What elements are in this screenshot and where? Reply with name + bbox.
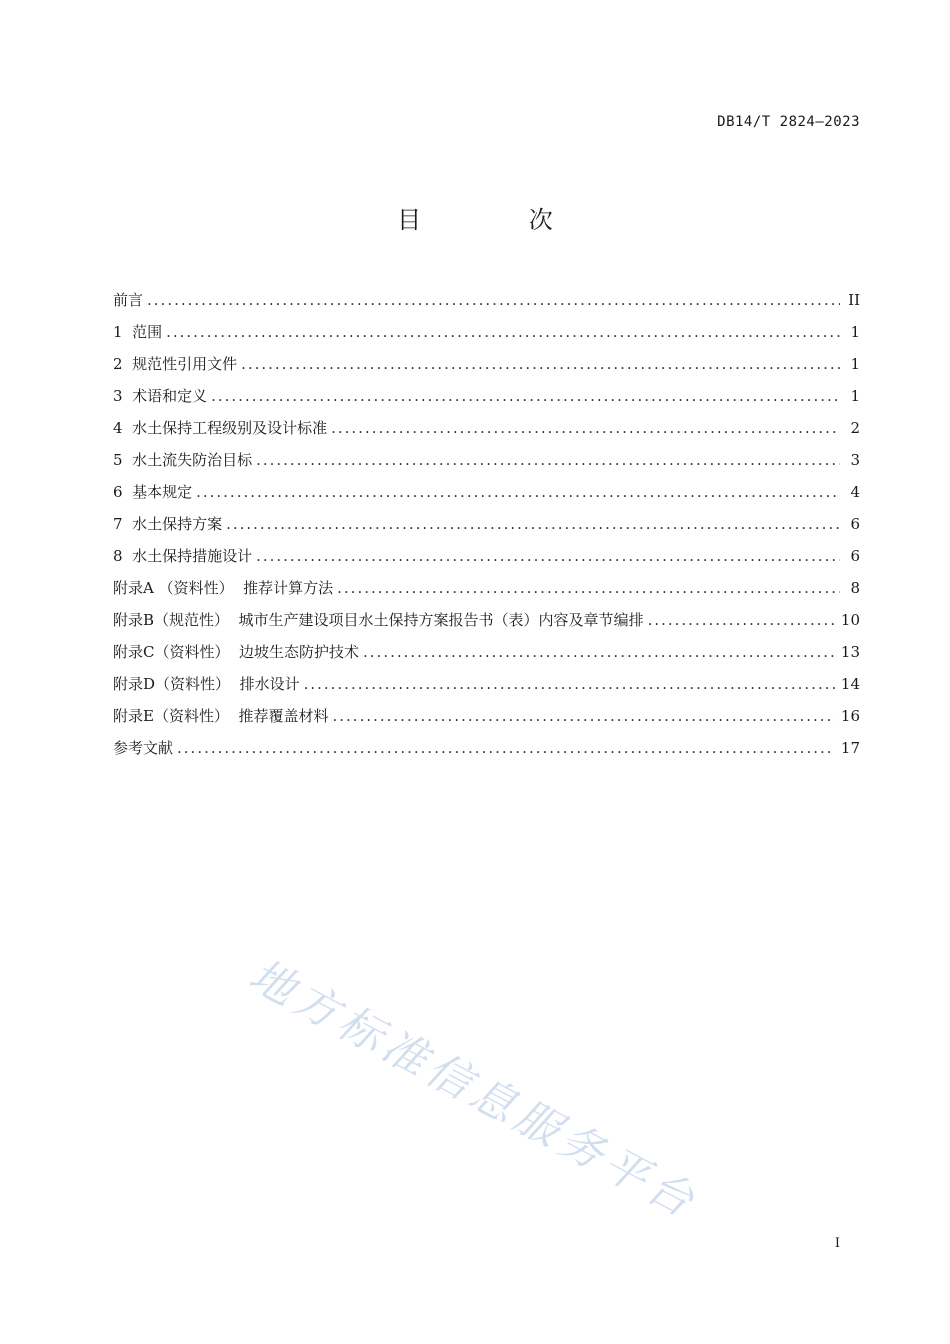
toc-entry-appendix-c[interactable] <box>113 636 860 668</box>
page-number: I <box>834 1236 840 1251</box>
toc-entry-label: 8 水土保持措施设计 <box>113 547 253 565</box>
toc-dot-leader <box>147 284 840 316</box>
toc-dot-leader <box>256 540 840 572</box>
toc-entry-engineering-grade[interactable] <box>113 412 860 444</box>
toc-entry-page: 6 <box>850 547 860 565</box>
toc-entry-appendix-e[interactable] <box>113 700 860 732</box>
toc-dot-leader <box>337 572 840 604</box>
toc-entry-label: 7 水土保持方案 <box>113 515 223 533</box>
toc-entry-label: 前言 <box>113 291 144 309</box>
toc-entry-page: 1 <box>850 323 860 341</box>
table-of-contents <box>113 284 860 764</box>
toc-dot-leader <box>363 636 835 668</box>
toc-entry-prevention-targets[interactable] <box>113 444 860 476</box>
toc-entry-page: 4 <box>850 483 860 501</box>
toc-entry-bibliography[interactable] <box>113 732 860 764</box>
toc-entry-label: 附录E（资料性） 推荐覆盖材料 <box>113 707 329 725</box>
toc-dot-leader <box>196 476 840 508</box>
toc-entry-foreword[interactable] <box>113 284 860 316</box>
toc-entry-label: 附录D（资料性） 排水设计 <box>113 675 300 693</box>
toc-entry-terms[interactable] <box>113 380 860 412</box>
toc-dot-leader <box>304 668 835 700</box>
toc-entry-page: 16 <box>840 707 860 725</box>
toc-entry-conservation-plan[interactable] <box>113 508 860 540</box>
toc-entry-appendix-b[interactable] <box>113 604 860 636</box>
toc-entry-page: 1 <box>850 355 860 373</box>
toc-entry-label: 1 范围 <box>113 323 163 341</box>
toc-dot-leader <box>211 380 840 412</box>
toc-entry-label: 附录A （资料性） 推荐计算方法 <box>113 579 334 597</box>
toc-entry-label: 2 规范性引用文件 <box>113 355 238 373</box>
toc-entry-page: 6 <box>850 515 860 533</box>
toc-entry-scope[interactable] <box>113 316 860 348</box>
toc-entry-label: 4 水土保持工程级别及设计标准 <box>113 419 328 437</box>
toc-dot-leader <box>648 604 835 636</box>
toc-entry-page: 14 <box>840 675 860 693</box>
toc-dot-leader <box>333 700 835 732</box>
toc-title: 目 次 <box>397 206 603 234</box>
toc-dot-leader <box>331 412 840 444</box>
toc-entry-label: 附录B（规范性） 城市生产建设项目水土保持方案报告书（表）内容及章节编排 <box>113 611 644 629</box>
toc-dot-leader <box>241 348 840 380</box>
toc-dot-leader <box>177 732 835 764</box>
toc-entry-label: 3 术语和定义 <box>113 387 208 405</box>
toc-entry-page: 2 <box>850 419 860 437</box>
toc-entry-page: 13 <box>840 643 860 661</box>
toc-entry-basic-provisions[interactable] <box>113 476 860 508</box>
toc-entry-page: 8 <box>850 579 860 597</box>
toc-entry-page: 17 <box>840 739 860 757</box>
toc-entry-page: 3 <box>850 451 860 469</box>
toc-dot-leader <box>166 316 840 348</box>
toc-entry-measures-design[interactable] <box>113 540 860 572</box>
toc-entry-normative-references[interactable] <box>113 348 860 380</box>
watermark: 地方标准信息服务平台 <box>240 949 707 1230</box>
document-code: DB14/T 2824—2023 <box>717 114 860 130</box>
toc-entry-page: 1 <box>850 387 860 405</box>
toc-entry-label: 6 基本规定 <box>113 483 193 501</box>
toc-entry-label: 5 水土流失防治目标 <box>113 451 253 469</box>
toc-entry-appendix-a[interactable] <box>113 572 860 604</box>
toc-dot-leader <box>226 508 840 540</box>
toc-entry-label: 附录C（资料性） 边坡生态防护技术 <box>113 643 360 661</box>
toc-entry-label: 参考文献 <box>113 739 174 757</box>
toc-entry-page: 10 <box>840 611 860 629</box>
toc-entry-appendix-d[interactable] <box>113 668 860 700</box>
toc-dot-leader <box>256 444 840 476</box>
toc-entry-page: II <box>848 291 860 309</box>
